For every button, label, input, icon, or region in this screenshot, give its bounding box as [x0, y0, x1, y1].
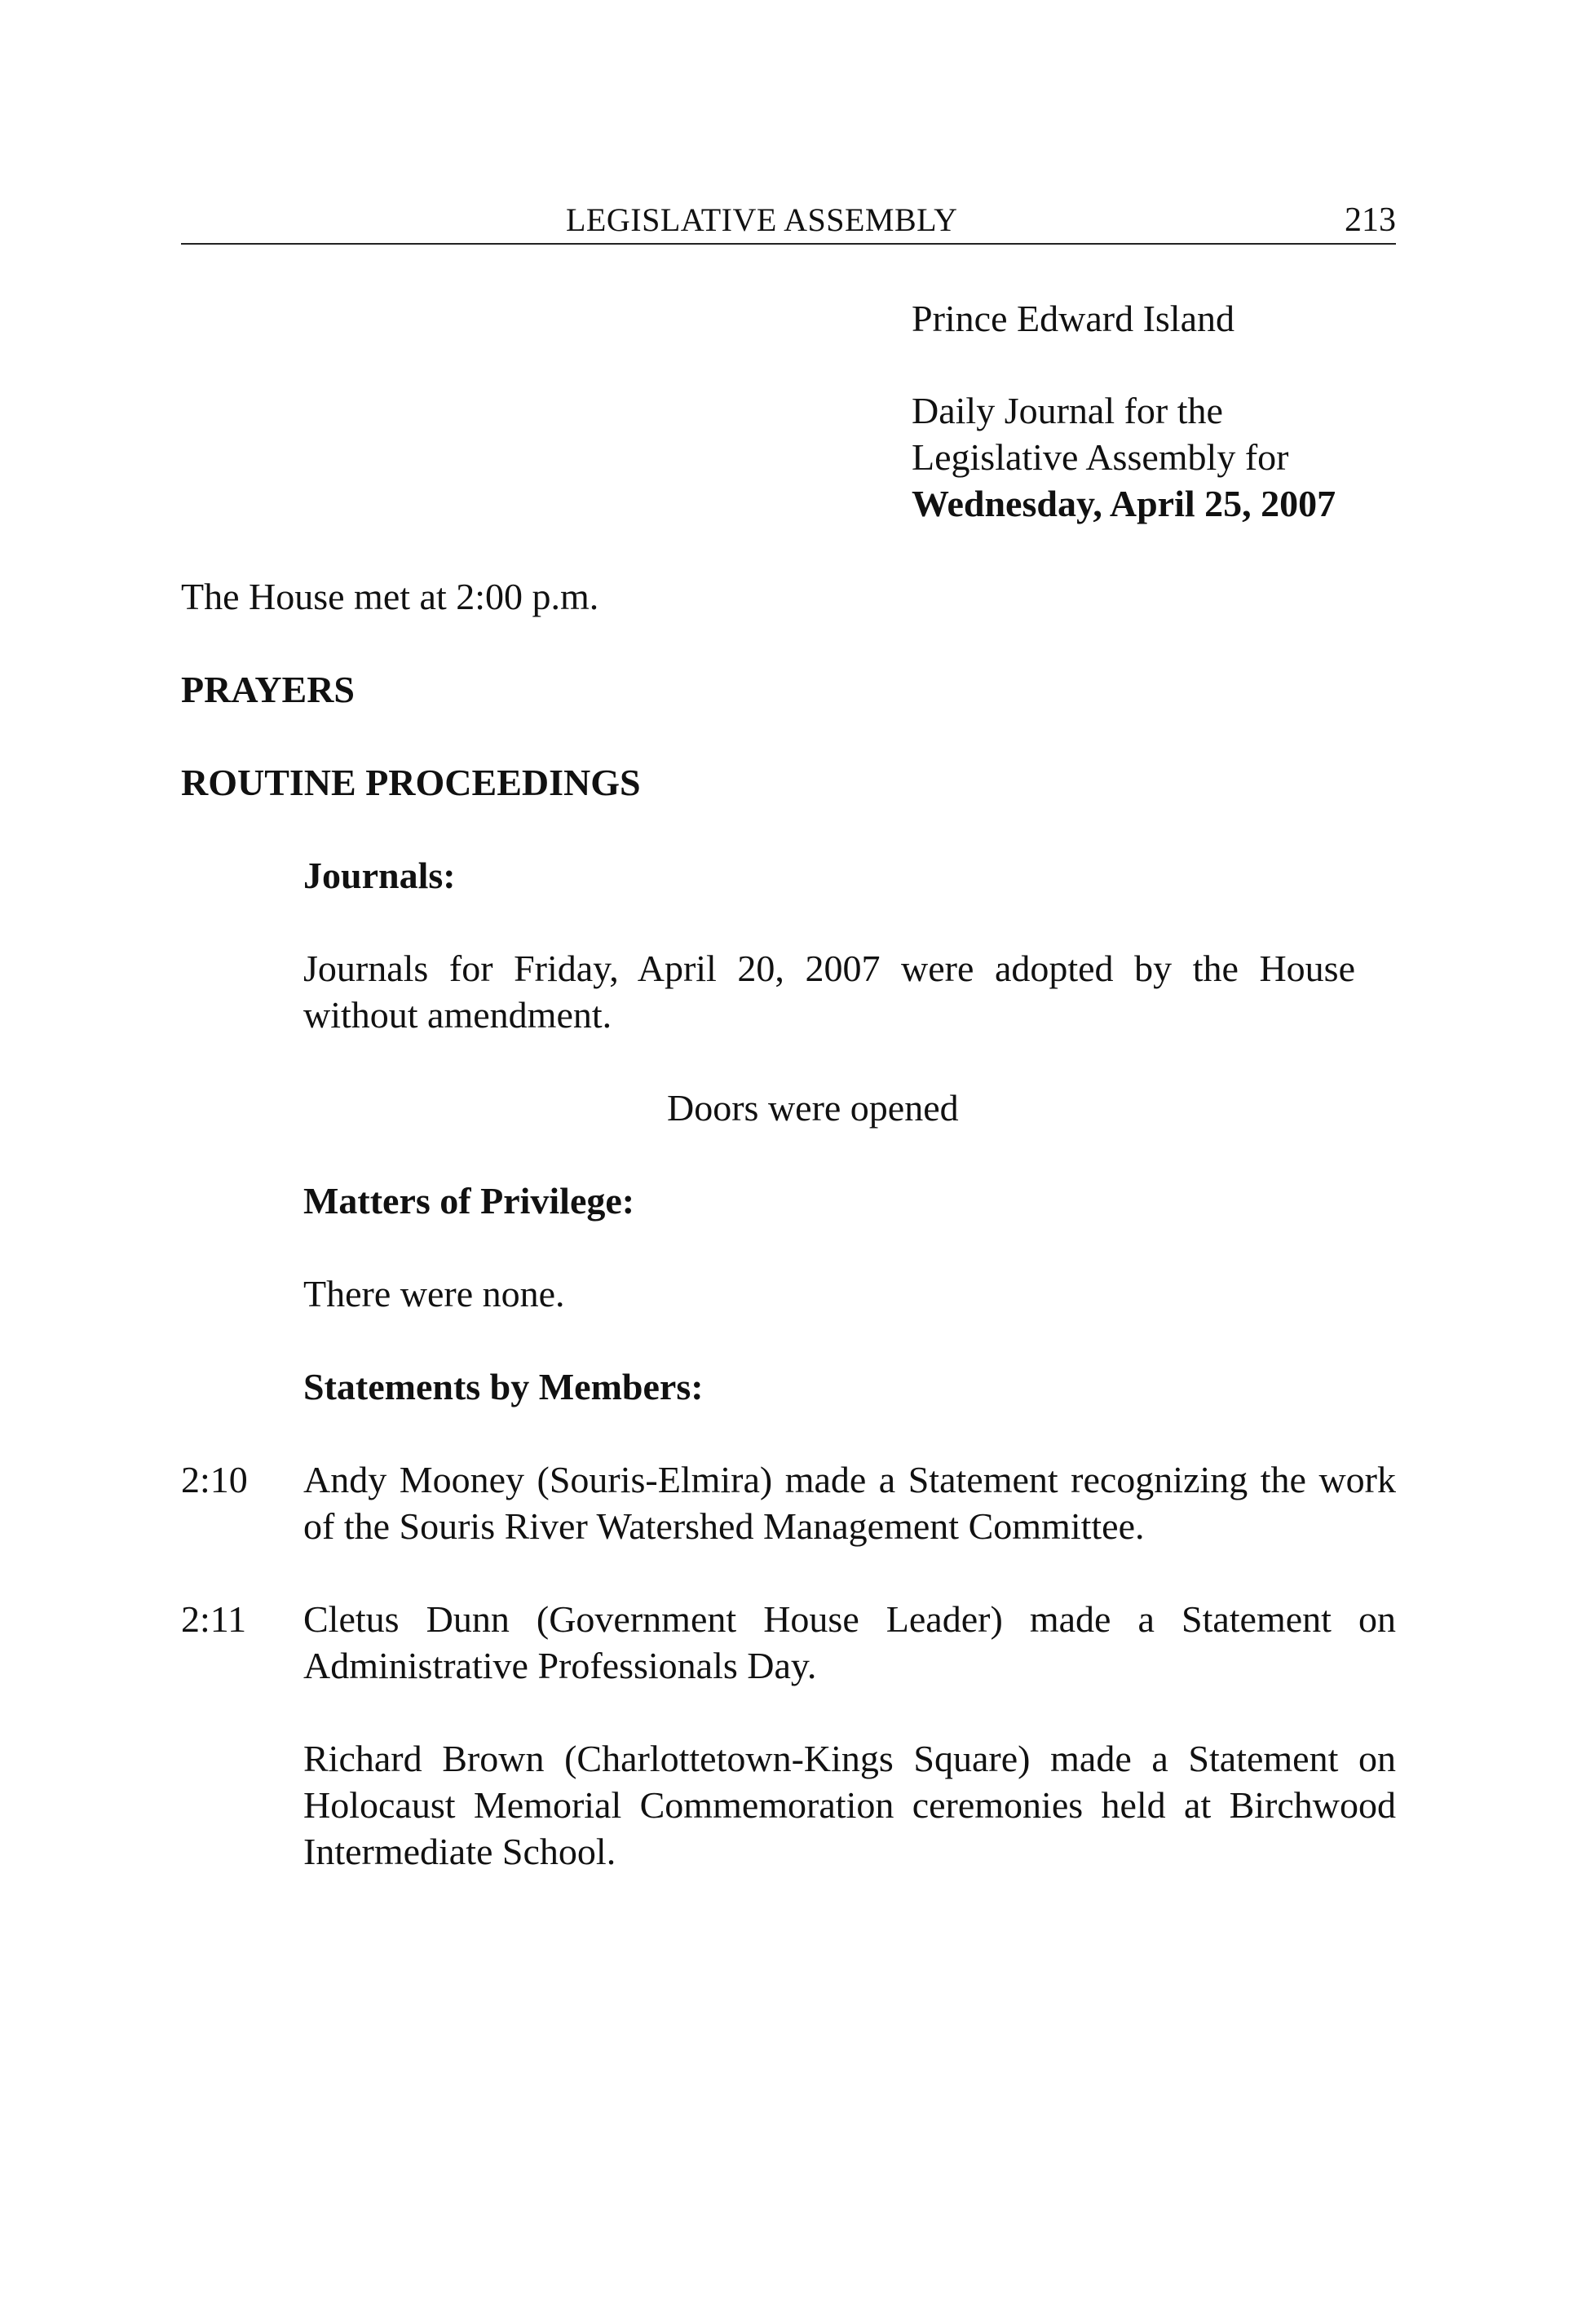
page-header	[181, 199, 1396, 245]
doors-opened-note: Doors were opened	[667, 1087, 959, 1129]
province-name: Prince Edward Island	[912, 298, 1234, 339]
journal-title-line-2: Legislative Assembly for	[912, 436, 1289, 478]
opening-statement: The House met at 2:00 p.m.	[181, 576, 599, 617]
journal-title-line-1: Daily Journal for the	[912, 390, 1223, 431]
page-number: 213	[1345, 201, 1396, 239]
journal-date: Wednesday, April 25, 2007	[912, 483, 1336, 524]
statement-time: 2:10	[181, 1459, 248, 1500]
prayers-heading: PRAYERS	[181, 669, 356, 710]
journals-text: Journals for Friday, April 20, 2007 were adopted by the House without amendment.	[303, 948, 1355, 1036]
matters-of-privilege-heading: Matters of Privilege:	[303, 1180, 635, 1222]
statement-time: 2:11	[181, 1598, 247, 1640]
journals-heading: Journals:	[303, 855, 456, 896]
statement-text: Cletus Dunn (Government House Leader) made a Statement on Administrative Professionals Day.	[303, 1598, 1396, 1686]
routine-proceedings-heading: ROUTINE PROCEEDINGS	[181, 762, 641, 803]
privilege-text: There were none.	[303, 1273, 565, 1314]
statement-text: Richard Brown (Charlottetown-Kings Square) made a Statement on Holocaust Memorial Commemoration ceremonies held at Birchwood Intermediate School.	[303, 1738, 1396, 1872]
header-title: LEGISLATIVE ASSEMBLY	[566, 201, 958, 238]
statements-heading: Statements by Members:	[303, 1366, 704, 1407]
statement-text: Andy Mooney (Souris-Elmira) made a Statement recognizing the work of the Souris River Watershed Management Committee.	[303, 1459, 1396, 1547]
